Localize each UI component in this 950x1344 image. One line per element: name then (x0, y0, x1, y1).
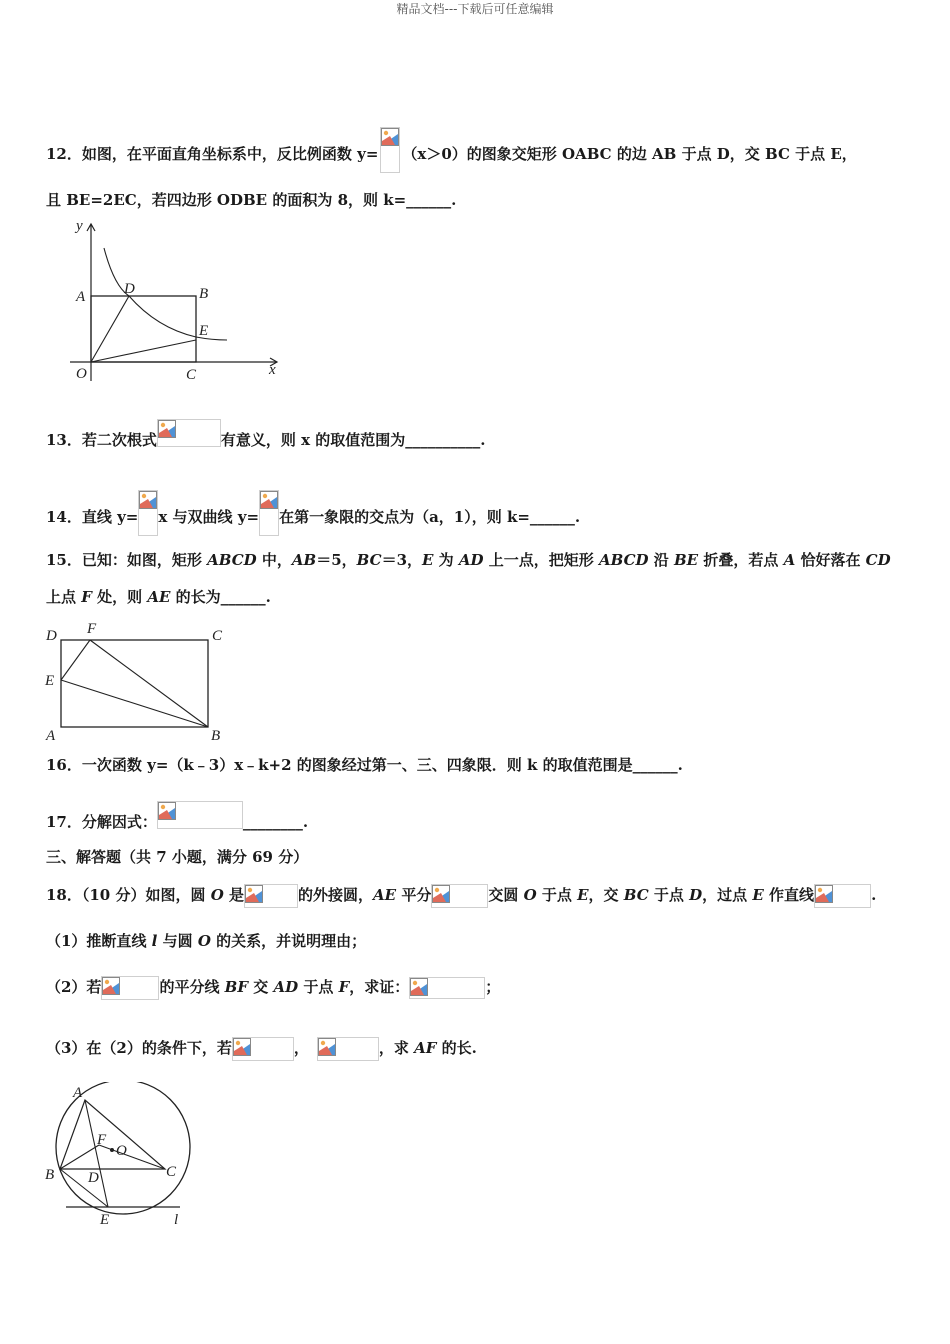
q12-coordinate-diagram (62, 216, 292, 386)
formula-image-slope (138, 490, 158, 536)
q18-figure (40, 1082, 200, 1236)
q18-part3: （3）在（2）的条件下，若 ， ，求 AF 的长. (46, 1037, 477, 1061)
formula-image-line-l (814, 884, 871, 908)
q15-rectangle-diagram (40, 618, 240, 748)
label-f: F (97, 1132, 107, 1148)
label-c: C (166, 1164, 177, 1180)
broken-image-icon (158, 802, 176, 820)
label-a: A (76, 289, 86, 305)
q18-part2: （2）若 的平分线 BF 交 AD 于点 F，求证： ； (46, 976, 500, 1000)
broken-image-icon (139, 491, 157, 509)
formula-image-proof-statement (409, 977, 485, 999)
q15-figure (40, 618, 240, 752)
broken-image-icon (260, 491, 278, 509)
label-a: A (73, 1085, 83, 1101)
label-d: D (124, 281, 135, 297)
label-c: C (212, 628, 223, 644)
triangle-abc (60, 1100, 165, 1169)
label-d: D (88, 1170, 99, 1186)
label-b: B (211, 728, 221, 744)
q12-figure (62, 216, 292, 390)
broken-image-icon (381, 128, 399, 146)
formula-image-k-over-x (380, 127, 400, 173)
q18-circle-diagram (40, 1082, 200, 1232)
formula-image-angle-abc (101, 976, 159, 1000)
label-a: A (46, 728, 56, 744)
q15-line1: 15．已知：如图，矩形 ABCD 中，AB＝5，BC＝3，E 为 AD 上一点，把矩形 ABCD 沿 BE 折叠，若点 A 恰好落在 CD (46, 551, 891, 569)
formula-image-triangle-abc (244, 884, 298, 908)
label-x: x (269, 362, 276, 378)
broken-image-icon (245, 885, 263, 903)
label-d: D (46, 628, 57, 644)
q13-line: 13．若二次根式 有意义，则 x 的取值范围为__________. (46, 419, 486, 450)
q12-line2: 且 BE=2EC，若四边形 ODBE 的面积为 8，则 k=______. (46, 191, 457, 209)
broken-image-icon (158, 420, 176, 438)
formula-image-expression (157, 801, 243, 829)
label-o: O (116, 1143, 127, 1159)
formula-image-condition-1 (232, 1037, 294, 1061)
q15-line2: 上点 F 处，则 AE 的长为______. (46, 588, 271, 606)
label-e: E (45, 673, 55, 689)
label-l: l (174, 1212, 179, 1228)
center-point (110, 1148, 114, 1152)
q16-line: 16．一次函数 y=（k﹣3）x﹣k+2 的图象经过第一、三、四象限．则 k 的取值范围是______. (46, 756, 683, 774)
broken-image-icon (102, 977, 120, 995)
label-c: C (186, 367, 197, 383)
section-3-heading: 三、解答题（共 7 小题，满分 69 分） (46, 848, 309, 866)
q12-line1: 12．如图，在平面直角坐标系中，反比例函数 y= （x＞0）的图象交矩形 OABC 的边 AB 于点 D，交 BC 于点 E， (46, 127, 857, 173)
rectangle-oabc (91, 296, 196, 362)
formula-image-k-over-x (259, 490, 279, 536)
broken-image-icon (233, 1038, 251, 1056)
broken-image-icon (318, 1038, 336, 1056)
q17-line: 17．分解因式： ________. (46, 801, 308, 832)
formula-image-condition-2 (317, 1037, 379, 1061)
page-header: 精品文档---下载后可任意编辑 (396, 2, 554, 16)
formula-image-angle-bac (431, 884, 488, 908)
broken-image-icon (410, 978, 428, 996)
label-o: O (76, 366, 87, 382)
broken-image-icon (815, 885, 833, 903)
q18-line1: 18．（10 分）如图，圆 O 是 的外接圆，AE 平分 交圆 O 于点 E，交 BC 于点 D，过点 E 作直线 . (46, 884, 876, 908)
q18-part1: （1）推断直线 l 与圆 O 的关系，并说明理由； (46, 932, 367, 950)
label-e: E (199, 323, 209, 339)
hyperbola-curve (104, 248, 227, 340)
formula-image-radical (157, 419, 221, 447)
label-b: B (45, 1167, 55, 1183)
q14-line: 14．直线 y= x 与双曲线 y= 在第一象限的交点为（a，1），则 k=______. (46, 490, 580, 536)
broken-image-icon (432, 885, 450, 903)
label-y: y (76, 218, 83, 234)
rectangle-abcd (61, 640, 208, 727)
label-e: E (100, 1212, 110, 1228)
label-f: F (87, 621, 97, 637)
label-b: B (199, 286, 209, 302)
